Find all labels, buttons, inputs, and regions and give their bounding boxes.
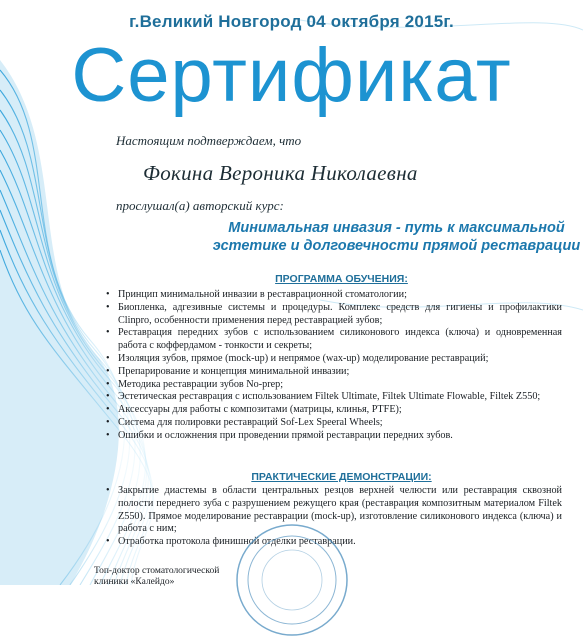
signature-line-2: клиники «Калейдо» [94,577,175,587]
program-heading: ПРОГРАММА ОБУЧЕНИЯ: [275,273,408,285]
list-item: • Отработка протокола финишной отделки реставрации. [104,536,562,549]
city-date: г.Великий Новгород 04 октября 2015г. [129,12,454,31]
course-title-line-1: Минимальная инвазия - путь к максимальной [228,220,565,236]
program-list [104,289,562,443]
signature-line-1: Топ-доктор стоматологической [94,566,220,576]
list-item: • Ошибки и осложнения при проведении прямой реставрации передних зубов. [104,430,562,443]
course-title-line-2: эстетике и долговечности прямой реставрации [212,238,581,254]
list-item: • Закрытие диастемы в области центральных резцов верхней челюсти или реставрация сквозной полости переднего зуба с разрушением режущего края (реставрация композитным материалом Filtek Z550). Прямое моделирование реставрации (mock-up), изготовление силиконового индекса (ключа) и работа с ним; [104,485,562,536]
list-item: • Принцип минимальной инвазии в реставрационной стоматологии; [104,289,562,302]
recipient-name: Фокина Вероника Николаевна [143,161,418,185]
list-item: • Реставрация передних зубов с использованием силиконового индекса (ключа) и одновременная работа с коффердамом - тонкости и секреты; [104,327,562,353]
list-item: • Система для полировки реставраций Sof-Lex Speeral Wheels; [104,417,562,430]
intro-text: Настоящим подтверждаем, что [116,133,302,148]
stamp-seal [232,520,352,640]
list-item: • Эстетическая реставрация с использованием Filtek Ultimate, Filtek Ultimate Flowable, Filtek Z550; [104,391,562,404]
demonstrations-heading: ПРАКТИЧЕСКИЕ ДЕМОНСТРАЦИИ: [251,471,432,483]
course-title [210,219,583,255]
listened-text: прослушал(а) авторский курс: [116,198,284,213]
list-item: • Изоляция зубов, прямое (mock-up) и непрямое (wax-up) моделирование реставраций; [104,353,562,366]
list-item: • Биопленка, адгезивные системы и процедуры. Комплекс средств для гигиены и профилактики Clinpro, особенности применения перед реставрацией зубов; [104,302,562,328]
list-item: • Препарирование и концепция минимальной инвазии; [104,366,562,379]
certificate-title: Сертификат [71,33,512,118]
list-item: • Аксессуары для работы с композитами (матрицы, клинья, PTFE); [104,404,562,417]
list-item: • Методика реставрации зубов No-prep; [104,379,562,392]
